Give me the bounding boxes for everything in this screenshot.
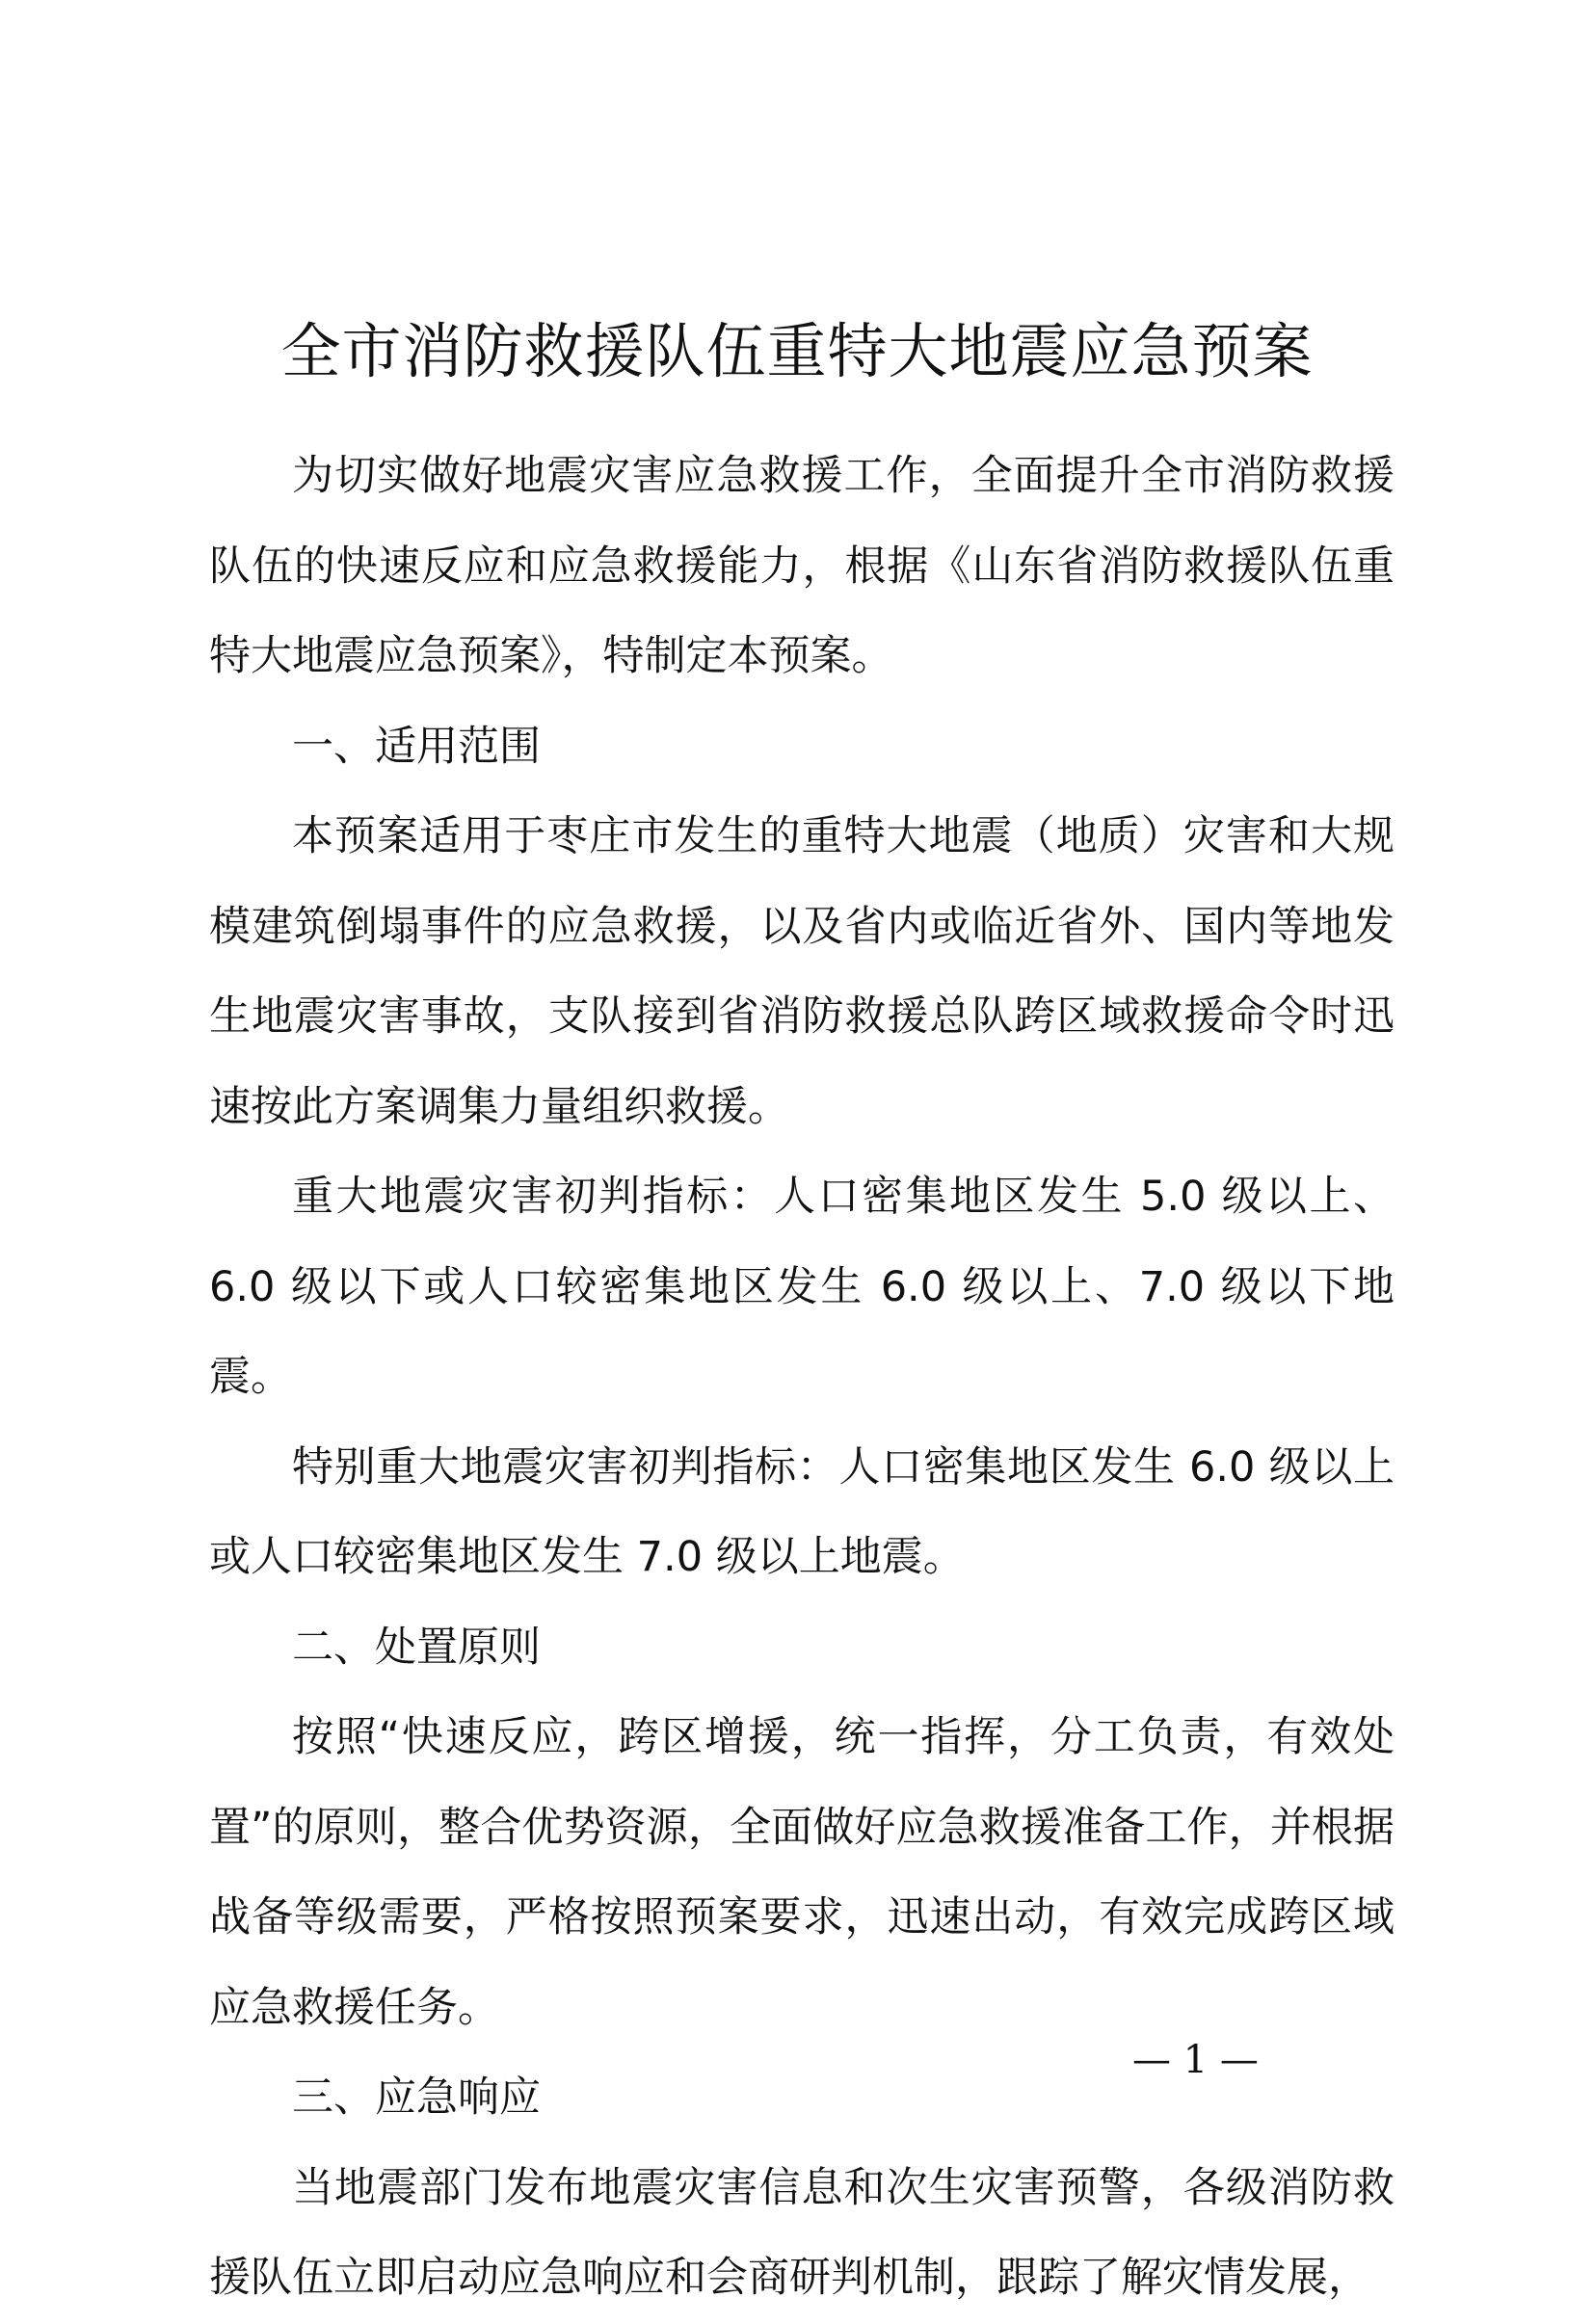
- response-paragraph: 当地震部门发布地震灾害信息和次生灾害预警，各级消防救援队伍立即启动应急响应和会商研判机制，跟踪了解灾情发展，: [209, 2163, 1395, 2302]
- section-heading-response: 三、应急响应: [292, 2073, 541, 2122]
- page-number: — 1 —: [1132, 2038, 1259, 2082]
- section-heading-principles: 二、处置原则: [292, 1623, 541, 1672]
- major-earthquake-indicator-paragraph: 重大地震灾害初判指标：人口密集地区发生 5.0 级以上、6.0 级以下或人口较密集地区发生 6.0 级以上、7.0 级以下地震。: [209, 1173, 1395, 1401]
- document-title: 全市消防救援队伍重特大地震应急预案: [280, 315, 1314, 386]
- principles-paragraph: 按照“快速反应，跨区增援，统一指挥，分工负责，有效处置”的原则，整合优势资源，全面做好应急救援准备工作，并根据战备等级需要，严格按照预案要求，迅速出动，有效完成跨区域应急救援任务。: [209, 1713, 1395, 2032]
- section-heading-scope: 一、适用范围: [292, 722, 541, 771]
- extra-major-earthquake-indicator-paragraph: 特别重大地震灾害初判指标：人口密集地区发生 6.0 级以上或人口较密集地区发生 7.0 级以上地震。: [209, 1442, 1395, 1581]
- scope-paragraph: 本预案适用于枣庄市发生的重特大地震（地质）灾害和大规模建筑倒塌事件的应急救援，以及省内或临近省外、国内等地发生地震灾害事故，支队接到省消防救援总队跨区域救援命令时迅速按此方案调集力量组织救援。: [209, 812, 1395, 1131]
- intro-paragraph: 为切实做好地震灾害应急救援工作，全面提升全市消防救援队伍的快速反应和应急救援能力，根据《山东省消防救援队伍重特大地震应急预案》，特制定本预案。: [209, 452, 1395, 680]
